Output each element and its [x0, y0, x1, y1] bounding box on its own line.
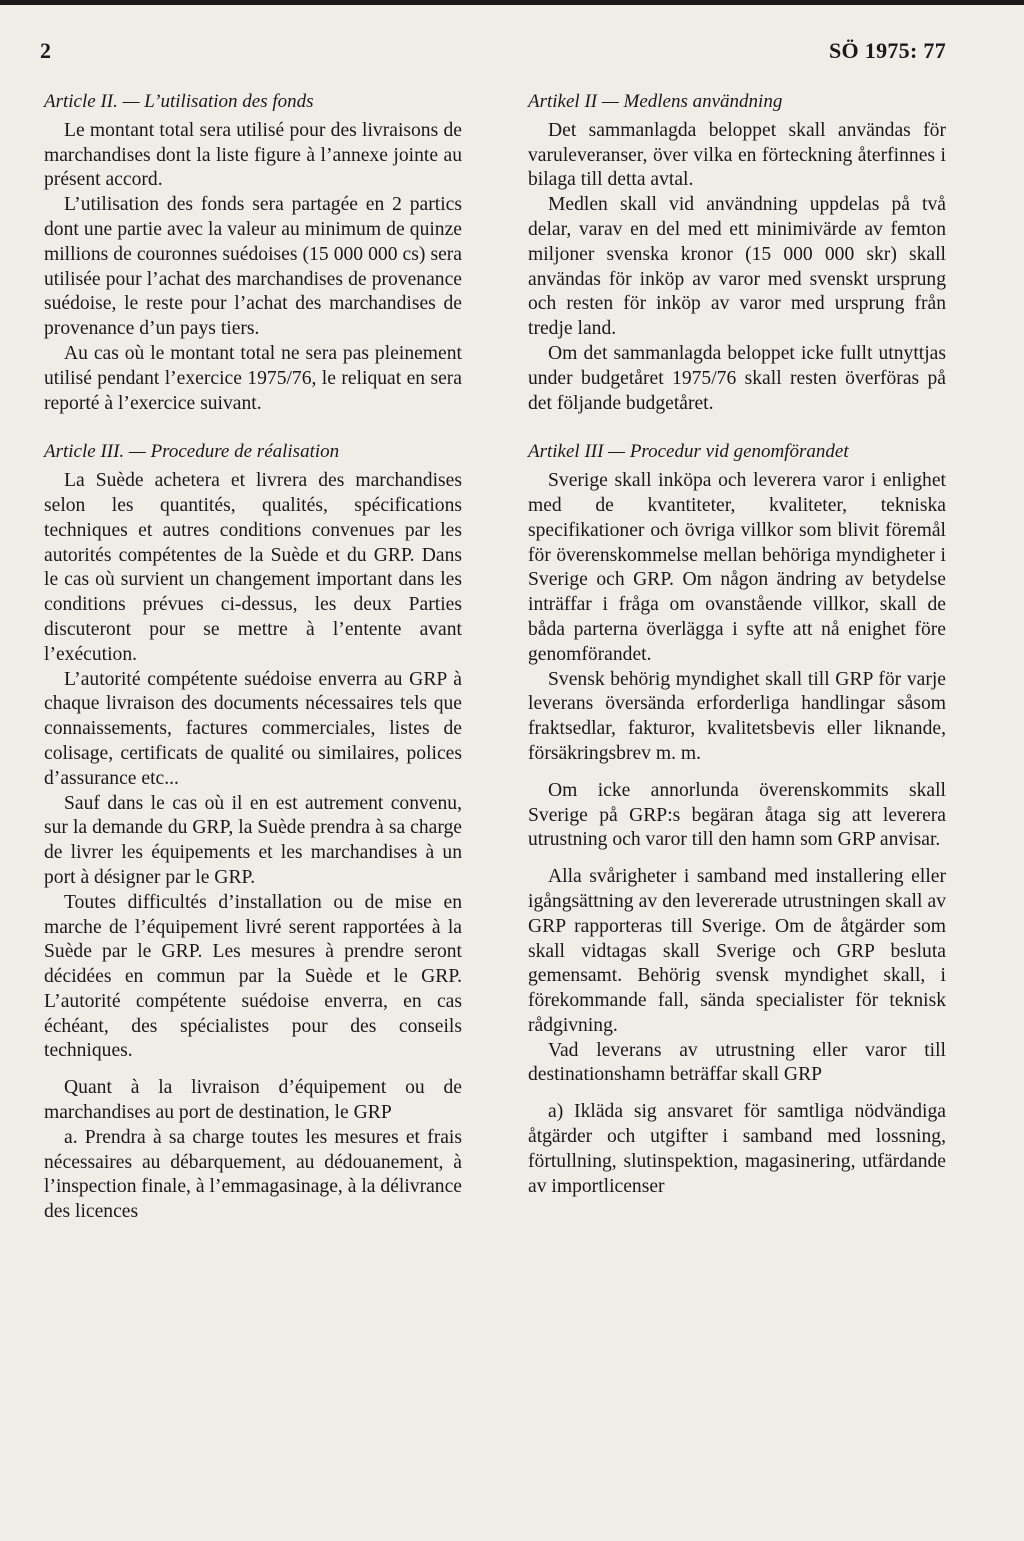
spacer — [528, 853, 946, 865]
spacer — [528, 1088, 946, 1100]
spacer — [528, 767, 946, 779]
paragraph: L’autorité compétente suédoise enverra au GRP à chaque livraison des documents nécessaires tels que connaissements, factures commerciales, listes de colisage, certificats de qualité ou similaires, polices d’assurance etc... — [44, 668, 462, 789]
page-number: 2 — [40, 38, 51, 63]
article-2-heading-sv: Artikel II — Medlens användning — [528, 91, 783, 112]
spacer — [44, 416, 462, 440]
article-3-heading-sv: Artikel III — Procedur vid genomförandet — [528, 441, 849, 463]
swedish-column — [528, 90, 946, 1199]
top-border — [0, 0, 1024, 5]
paragraph: Svensk behörig myndighet skall till GRP för varje leverans översända erforderliga handlingar såsom fraktsedlar, fakturor, kvalitetsbevis eller liknande, försäkringsbrev m. m. — [528, 668, 946, 764]
paragraph: Det sammanlagda beloppet skall användas för varuleveranser, över vilka en förteckning återfinnes i bilaga till detta avtal. — [528, 119, 946, 191]
paragraph: La Suède achetera et livrera des marchandises selon les quantités, qualités, spécifications techniques et autres conditions convenues par les autorités compétentes de la Suède et du GRP. Dans le cas où survient un changement important dans les conditions prévues ci-dessus, les deux Parties discuteront pour se mettre à l’entente avant l’exécution. — [44, 470, 462, 665]
paragraph: a. Prendra à sa charge toutes les mesures et frais nécessaires au débarquement, au dédouanement, à l’inspection finale, à l’emmagasinage, à la délivrance des licences — [44, 1126, 462, 1223]
paragraph: L’utilisation des fonds sera partagée en 2 partics dont une partie avec la valeur au minimum de quinze millions de couronnes suédoises (15 000 000 cs) sera utilisée pour l’achat des marchandises de provenance suédoise, le reste pour l’achat des marchandises de provenance d’un pays tiers. — [44, 194, 462, 340]
french-column — [44, 90, 462, 1225]
paragraph: Toutes difficultés d’installation ou de mise en marche de l’équipement livré serent rapportées à la Suède par le GRP. Les mesures à prendre seront décidées en commun par la Suède et le GRP. L’autorité compétente suédoise enverra, en cas échéant, des spécialistes pour des conseils techniques. — [44, 891, 462, 1062]
paragraph: Sverige skall inköpa och leverera varor i enlighet med de kvantiteter, kvaliteter, tekniska specifikationer och övriga villkor som blivit föremål för överenskommelse mellan behöriga myndigheter i Sverige och GRP. Om någon ändring av betydelse inträffar i fråga om ovanstående villkor, skall de båda parterna överlägga i syfte att nå enighet före genomförandet. — [528, 470, 946, 665]
paragraph: Au cas où le montant total ne sera pas pleinement utilisé pendant l’exercice 1975/76, le reliquat en sera reporté à l’exercice suivant. — [44, 342, 462, 414]
paragraph: Om icke annorlunda överenskommits skall Sverige på GRP:s begäran åtaga sig att leverera utrustning och varor till den hamn som GRP anvisar. — [528, 779, 946, 851]
document-reference: SÖ 1975: 77 — [829, 38, 946, 63]
paragraph: Le montant total sera utilisé pour des livraisons de marchandises dont la liste figure à l’annexe jointe au présent accord. — [44, 119, 462, 191]
paragraph: Sauf dans le cas où il en est autrement convenu, sur la demande du GRP, la Suède prendra à sa charge de livrer les équipements et les marchandises à un port à désigner par le GRP. — [44, 792, 462, 888]
article-3-heading-fr: Article III. — Procedure de réalisation — [44, 441, 340, 463]
article-2-heading-fr: Article II. — L’utilisation des fonds — [44, 91, 314, 112]
paragraph: Om det sammanlagda beloppet icke fullt utnyttjas under budgetåret 1975/76 skall resten överföras på det följande budgetåret. — [528, 342, 946, 414]
spacer — [44, 1064, 462, 1076]
paragraph: Medlen skall vid användning uppdelas på två delar, varav en del med ett minimivärde av femton miljoner svenska kronor (15 000 000 skr) skall användas för inköp av varor med svenskt ursprung och resten för inköp av varor med ursprung från tredje land. — [528, 194, 946, 340]
paragraph: Quant à la livraison d’équipement ou de marchandises au port de destination, le GRP — [44, 1077, 462, 1124]
paragraph: Alla svårigheter i samband med installering eller igångsättning av den levererade utrustningen skall av GRP rapporteras till Sverige. Om de åtgärder som skall vidtagas skall Sverige och GRP besluta gemensamt. Behörig svensk myndighet skall, i förekommande fall, sända specialister för teknisk rådgivning. — [528, 866, 946, 1036]
spacer — [528, 416, 946, 440]
paragraph: Vad leverans av utrustning eller varor till destinationshamn beträffar skall GRP — [528, 1039, 946, 1086]
paragraph: a) Ikläda sig ansvaret för samtliga nödvändiga åtgärder och utgifter i samband med lossning, förtullning, slutinspektion, magasinering, utfärdande av importlicenser — [528, 1101, 946, 1197]
